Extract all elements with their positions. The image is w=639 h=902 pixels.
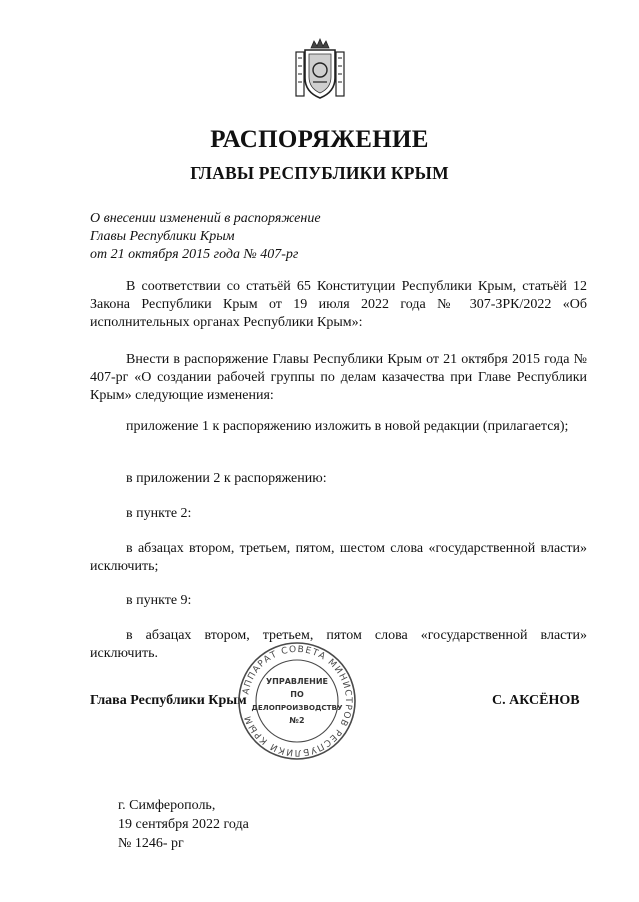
coat-of-arms-emblem: [293, 38, 347, 100]
paragraph-item-2: в пункте 2:: [126, 506, 192, 521]
signatory-name: С. АКСЁНОВ: [492, 693, 580, 708]
paragraph-appendix-2: в приложении 2 к распоряжению:: [126, 471, 327, 486]
paragraph-preamble: В соответствии со статьёй 65 Конституции Республики Крым, статьёй 12 Закона Республики Крым от 19 июля 2022 года № 307-ЗРК/2022 «Об исполнительных органах Республики Крым»:: [90, 279, 587, 330]
official-stamp: [236, 640, 358, 762]
stamp-line: №2: [289, 716, 305, 725]
footer-number: № 1246- рг: [118, 836, 184, 851]
stamp-line: ПО: [290, 690, 304, 699]
document-subject: [90, 210, 321, 264]
document-subtitle: ГЛАВЫ РЕСПУБЛИКИ КРЫМ: [190, 163, 449, 183]
document-footer: [118, 796, 249, 853]
signatory-position: Глава Республики Крым: [90, 693, 247, 708]
stamp-ring-text: АППАРАТ СОВЕТА МИНИСТРОВ РЕСПУБЛИКИ КРЫМ: [241, 644, 354, 758]
footer-city: г. Симферополь,: [118, 798, 216, 813]
stamp-line: ДЕЛОПРОИЗВОДСТВУ: [251, 703, 343, 712]
subject-line: О внесении изменений в распоряжение: [90, 211, 321, 226]
document-title: РАСПОРЯЖЕНИЕ: [210, 126, 429, 153]
footer-date: 19 сентября 2022 года: [118, 817, 249, 832]
stamp-line: УПРАВЛЕНИЕ: [266, 677, 328, 686]
paragraph-appendix-1: приложение 1 к распоряжению изложить в новой редакции (прилагается);: [126, 419, 569, 434]
subject-line: от 21 октября 2015 года № 407-рг: [90, 247, 299, 262]
svg-text:АППАРАТ СОВЕТА МИНИСТРОВ РЕСПУ: [241, 645, 353, 757]
paragraph-item-2-change: в абзацах втором, третьем, пятом, шестом слова «государственной власти» исключить;: [90, 541, 587, 574]
subject-line: Главы Республики Крым: [90, 229, 235, 244]
paragraph-item-9-change: в абзацах втором, третьем, пятом слова «государственной власти» исключить.: [90, 628, 587, 661]
paragraph-order: Внести в распоряжение Главы Республики Крым от 21 октября 2015 года № 407-рг «О создании рабочей группы по делам казачества при Главе Республики Крым» следующие изменения:: [90, 352, 587, 403]
paragraph-item-9: в пункте 9:: [126, 593, 192, 608]
